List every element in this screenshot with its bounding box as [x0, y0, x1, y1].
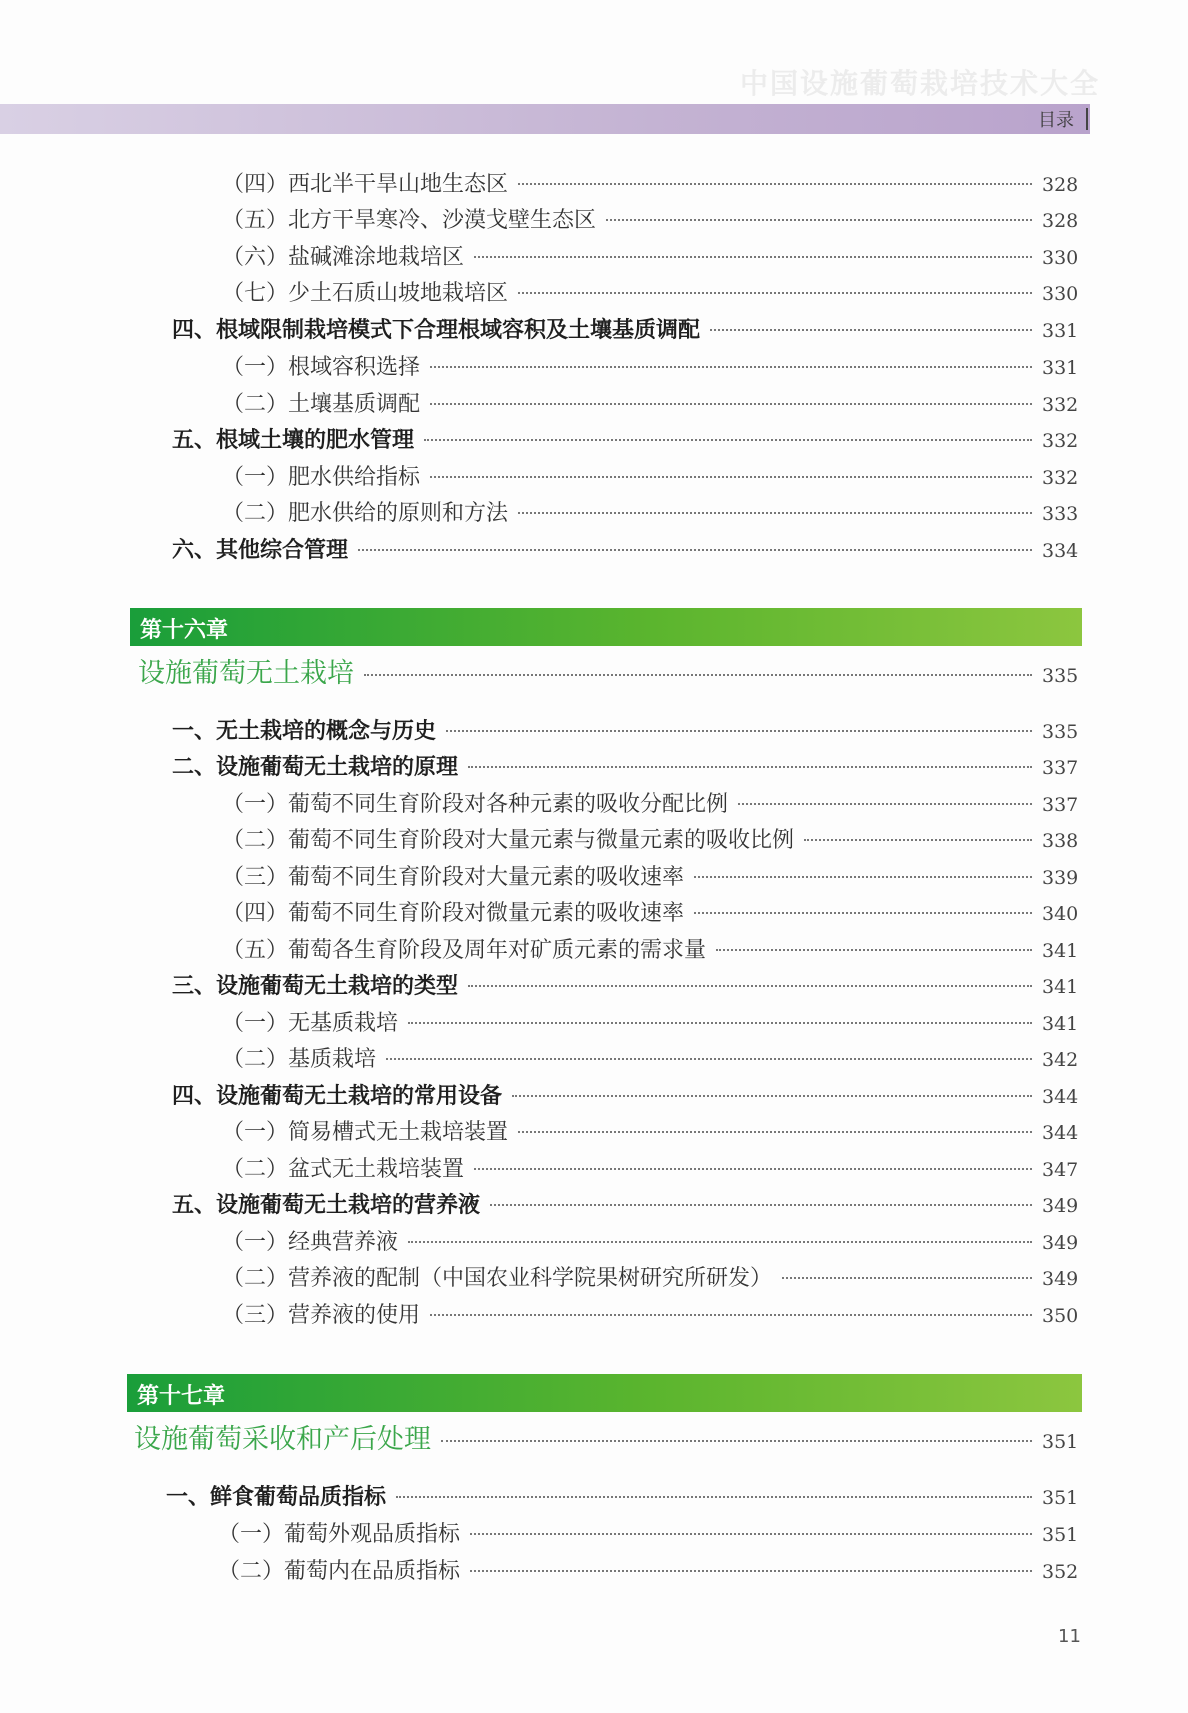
toc-entry-label: （一）肥水供给指标 — [222, 465, 421, 490]
toc-entry-page: 344 — [1042, 1086, 1079, 1108]
toc-entry[interactable] — [222, 350, 1078, 386]
toc-entry-page: 338 — [1042, 830, 1079, 852]
toc-entry-page: 342 — [1042, 1049, 1079, 1071]
leader-dots — [518, 292, 1032, 294]
leader-dots — [470, 1570, 1032, 1572]
toc-entry-label: 四、根域限制栽培模式下合理根域容积及土壤基质调配 — [172, 318, 701, 343]
toc-entry-page: 337 — [1042, 757, 1079, 779]
toc-section[interactable] — [172, 750, 1078, 786]
toc-entry-label: （六）盐碱滩涂地栽培区 — [222, 245, 465, 270]
leader-dots — [474, 256, 1032, 258]
toc-entry-label: 五、根域土壤的肥水管理 — [172, 428, 415, 453]
toc-entry[interactable] — [222, 1115, 1078, 1151]
header-divider — [1086, 108, 1088, 130]
toc-entry[interactable] — [222, 167, 1078, 203]
leader-dots — [396, 1496, 1032, 1498]
toc-entry[interactable] — [222, 823, 1078, 859]
leader-dots — [358, 549, 1032, 551]
toc-entry-label: （一）葡萄不同生育阶段对各种元素的吸收分配比例 — [222, 792, 729, 817]
toc-entry-page: 349 — [1042, 1232, 1079, 1254]
toc-entry-label: （四）西北半干旱山地生态区 — [222, 172, 509, 197]
toc-entry[interactable] — [222, 240, 1078, 276]
leader-dots — [430, 476, 1032, 478]
chapter-title: 设施葡萄采收和产后处理 — [134, 1424, 431, 1455]
page-number: 11 — [1058, 1626, 1081, 1647]
toc-section[interactable] — [166, 1480, 1078, 1516]
toc-entry[interactable] — [222, 1006, 1078, 1042]
leader-dots — [518, 1131, 1032, 1133]
toc-entry-label: （二）土壤基质调配 — [222, 392, 421, 417]
toc-entry-page: 351 — [1042, 1487, 1079, 1509]
toc-entry-page: 331 — [1042, 320, 1079, 342]
toc-entry[interactable] — [222, 203, 1078, 239]
toc-section[interactable] — [172, 714, 1078, 750]
toc-entry-label: （二）盆式无土栽培装置 — [222, 1157, 465, 1182]
toc-entry-page: 347 — [1042, 1159, 1079, 1181]
toc-entry[interactable] — [222, 860, 1078, 896]
chapter-heading-bar — [127, 1374, 1082, 1412]
leader-dots — [430, 403, 1032, 405]
toc-entry-page: 341 — [1042, 976, 1079, 998]
toc-entry-page: 328 — [1042, 210, 1079, 232]
toc-entry-page: 349 — [1042, 1195, 1079, 1217]
toc-entry-page: 349 — [1042, 1268, 1079, 1290]
toc-entry[interactable] — [218, 1517, 1078, 1553]
leader-dots — [430, 366, 1032, 368]
toc-entry-label: （二）肥水供给的原则和方法 — [222, 501, 509, 526]
leader-dots — [468, 985, 1032, 987]
toc-section[interactable] — [172, 969, 1078, 1005]
toc-entry-label: 六、其他综合管理 — [172, 538, 349, 563]
toc-entry-label: （一）简易槽式无土栽培装置 — [222, 1120, 509, 1145]
leader-dots — [468, 766, 1032, 768]
leader-dots — [512, 1095, 1032, 1097]
toc-entry-page: 351 — [1042, 1524, 1079, 1546]
toc-entry-label: 五、设施葡萄无土栽培的营养液 — [172, 1193, 481, 1218]
toc-entry-label: （四）葡萄不同生育阶段对微量元素的吸收速率 — [222, 901, 685, 926]
toc-entry[interactable] — [222, 1298, 1078, 1334]
toc-entry-label: （一）根域容积选择 — [222, 355, 421, 380]
leader-dots — [430, 1314, 1032, 1316]
toc-entry[interactable] — [222, 460, 1078, 496]
leader-dots — [518, 512, 1032, 514]
toc-section[interactable] — [172, 1079, 1078, 1115]
running-book-title: 中国设施葡萄栽培技术大全 — [740, 67, 1101, 100]
toc-entry-label: （一）葡萄外观品质指标 — [218, 1522, 461, 1547]
toc-entry-page: 335 — [1042, 721, 1079, 743]
chapter-number: 第十六章 — [140, 618, 229, 643]
toc-entry-page: 332 — [1042, 430, 1079, 452]
toc-entry-label: （二）营养液的配制（中国农业科学院果树研究所研发） — [222, 1266, 773, 1291]
leader-dots — [518, 183, 1032, 185]
toc-entry[interactable] — [222, 896, 1078, 932]
toc-entry[interactable] — [222, 1042, 1078, 1078]
toc-entry-label: （二）葡萄内在品质指标 — [218, 1559, 461, 1584]
leader-dots — [386, 1058, 1032, 1060]
leader-dots — [694, 876, 1032, 878]
header-band — [0, 104, 1090, 134]
leader-dots — [716, 949, 1032, 951]
toc-entry-page: 333 — [1042, 503, 1079, 525]
leader-dots — [364, 674, 1032, 676]
toc-entry-page: 339 — [1042, 867, 1079, 889]
toc-entry-page: 340 — [1042, 903, 1079, 925]
toc-entry-page: 334 — [1042, 540, 1079, 562]
leader-dots — [408, 1241, 1032, 1243]
toc-entry-page: 337 — [1042, 794, 1079, 816]
toc-entry[interactable] — [222, 387, 1078, 423]
toc-entry-page: 335 — [1042, 665, 1079, 687]
chapter-heading-bar — [130, 608, 1082, 646]
chapter-title: 设施葡萄无土栽培 — [138, 658, 354, 689]
toc-entry-label: （三）葡萄不同生育阶段对大量元素的吸收速率 — [222, 865, 685, 890]
toc-entry-page: 350 — [1042, 1305, 1079, 1327]
toc-entry-page: 341 — [1042, 1013, 1079, 1035]
toc-entry-page: 351 — [1042, 1431, 1079, 1453]
leader-dots — [408, 1022, 1032, 1024]
toc-entry-label: （五）北方干旱寒冷、沙漠戈壁生态区 — [222, 208, 597, 233]
toc-entry-label: （一）经典营养液 — [222, 1230, 399, 1255]
toc-entry-label: （一）无基质栽培 — [222, 1011, 399, 1036]
toc-entry-label: 四、设施葡萄无土栽培的常用设备 — [172, 1084, 503, 1109]
toc-entry-label: （二）葡萄不同生育阶段对大量元素与微量元素的吸收比例 — [222, 828, 795, 853]
toc-entry-label: 二、设施葡萄无土栽培的原理 — [172, 755, 459, 780]
toc-entry-page: 332 — [1042, 467, 1079, 489]
toc-entry[interactable] — [222, 496, 1078, 532]
leader-dots — [606, 219, 1032, 221]
toc-entry-page: 341 — [1042, 940, 1079, 962]
toc-entry[interactable] — [222, 276, 1078, 312]
toc-entry-page: 352 — [1042, 1561, 1079, 1583]
toc-entry-page: 330 — [1042, 247, 1079, 269]
toc-entry[interactable] — [218, 1554, 1078, 1590]
toc-entry-page: 332 — [1042, 394, 1079, 416]
toc-entry[interactable] — [222, 1261, 1078, 1297]
toc-entry-label: 一、无土栽培的概念与历史 — [172, 719, 437, 744]
toc-entry[interactable] — [222, 933, 1078, 969]
toc-entry-label: （三）营养液的使用 — [222, 1303, 421, 1328]
chapter-title-entry[interactable] — [138, 651, 1078, 687]
toc-entry-page: 331 — [1042, 357, 1079, 379]
toc-entry-label: （五）葡萄各生育阶段及周年对矿质元素的需求量 — [222, 938, 707, 963]
leader-dots — [490, 1204, 1032, 1206]
leader-dots — [446, 730, 1032, 732]
leader-dots — [804, 839, 1032, 841]
toc-entry-label: （七）少土石质山坡地栽培区 — [222, 281, 509, 306]
leader-dots — [424, 439, 1032, 441]
toc-entry-page: 328 — [1042, 174, 1079, 196]
leader-dots — [470, 1533, 1032, 1535]
toc-entry[interactable] — [222, 787, 1078, 823]
leader-dots — [441, 1440, 1032, 1442]
chapter-title-entry[interactable] — [134, 1417, 1078, 1453]
toc-section[interactable] — [172, 313, 1078, 349]
chapter-number: 第十七章 — [137, 1384, 226, 1409]
leader-dots — [738, 803, 1032, 805]
leader-dots — [694, 912, 1032, 914]
toc-entry-page: 344 — [1042, 1122, 1079, 1144]
toc-entry-label: 三、设施葡萄无土栽培的类型 — [172, 974, 459, 999]
leader-dots — [710, 329, 1032, 331]
leader-dots — [474, 1168, 1032, 1170]
toc-section[interactable] — [172, 533, 1078, 569]
toc-entry-label: 一、鲜食葡萄品质指标 — [166, 1485, 387, 1510]
toc-section[interactable] — [172, 423, 1078, 459]
section-title: 目录 — [1038, 110, 1074, 131]
toc-entry-page: 330 — [1042, 283, 1079, 305]
toc-entry[interactable] — [222, 1152, 1078, 1188]
toc-entry[interactable] — [222, 1225, 1078, 1261]
leader-dots — [782, 1277, 1032, 1279]
toc-entry-label: （二）基质栽培 — [222, 1047, 377, 1072]
toc-section[interactable] — [172, 1188, 1078, 1224]
